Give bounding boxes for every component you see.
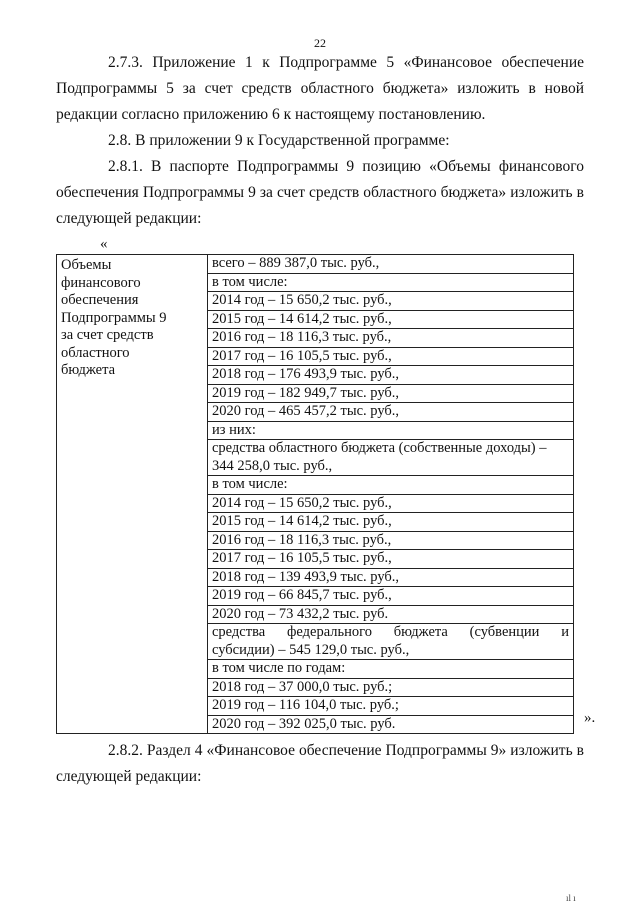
paragraph-2-8-2: 2.8.2. Раздел 4 «Финансовое обеспечение Подпрограммы 9» изложить в следующей редакции: xyxy=(56,742,584,785)
value-line: 2014 год – 15 650,2 тыс. руб., xyxy=(208,292,573,311)
value-line: в том числе: xyxy=(208,476,573,495)
value-line: в том числе по годам: xyxy=(208,660,573,679)
value-line: 2016 год – 18 116,3 тыс. руб., xyxy=(208,329,573,348)
label-line: за счет средств xyxy=(61,327,154,343)
label-line: обеспечения xyxy=(61,292,139,308)
table-value-cell xyxy=(208,255,574,734)
label-line: Объемы xyxy=(61,257,112,273)
value-line: из них: xyxy=(208,422,573,441)
label-line: областного xyxy=(61,344,130,361)
passport-table xyxy=(56,254,574,734)
value-line: 2015 год – 14 614,2 тыс. руб., xyxy=(208,311,573,330)
paragraph-2-7-3: 2.7.3. Приложение 1 к Подпрограмме 5 «Финансовое обеспечение Подпрограммы 5 за счет средств областного бюджета» изложить в новой редакции согласно приложению 6 к настоящему постановлению. xyxy=(56,54,584,123)
value-line: 2018 год – 176 493,9 тыс. руб., xyxy=(208,366,573,385)
value-line: в том числе: xyxy=(208,274,573,293)
footer-mark: ıl ı xyxy=(566,893,576,903)
label-line: финансового xyxy=(61,274,141,291)
closing-quote: ». xyxy=(584,710,596,726)
value-line: средства федерального бюджета (субвенции и xyxy=(212,624,569,640)
value-line: всего – 889 387,0 тыс. руб., xyxy=(208,255,573,274)
value-line: 2016 год – 18 116,3 тыс. руб., xyxy=(208,532,573,551)
value-line: субсидии) – 545 129,0 тыс. руб., xyxy=(208,642,573,661)
value-line: 2015 год – 14 614,2 тыс. руб., xyxy=(208,513,573,532)
label-line: Подпрограммы 9 xyxy=(61,309,167,326)
label-line: бюджета xyxy=(61,362,116,378)
page-number: 22 xyxy=(314,36,326,50)
value-line: 2020 год – 392 025,0 тыс. руб. xyxy=(212,715,396,732)
value-line: 2020 год – 465 457,2 тыс. руб., xyxy=(208,403,573,422)
value-line: средства областного бюджета (собственные доходы) – xyxy=(212,440,547,456)
table-label-cell xyxy=(57,255,208,734)
value-line: 2019 год – 66 845,7 тыс. руб., xyxy=(208,587,573,606)
value-line: 2017 год – 16 105,5 тыс. руб., xyxy=(208,348,573,367)
value-line: 2019 год – 182 949,7 тыс. руб., xyxy=(208,385,573,404)
value-line: 2018 год – 37 000,0 тыс. руб.; xyxy=(208,679,573,698)
value-line: 2020 год – 73 432,2 тыс. руб. xyxy=(208,606,573,625)
paragraph-2-8: 2.8. В приложении 9 к Государственной программе: xyxy=(108,132,450,149)
table-row xyxy=(57,255,574,734)
value-line: 2017 год – 16 105,5 тыс. руб., xyxy=(208,550,573,569)
value-line: 2019 год – 116 104,0 тыс. руб.; xyxy=(208,697,573,716)
opening-quote: « xyxy=(100,236,108,252)
paragraph-2-8-1: 2.8.1. В паспорте Подпрограммы 9 позицию «Объемы финансового обеспечения Подпрограммы 9 за счет средств областного бюджета» изложить в следующей редакции: xyxy=(56,158,584,227)
value-line: 2014 год – 15 650,2 тыс. руб., xyxy=(208,495,573,514)
value-line: 2018 год – 139 493,9 тыс. руб., xyxy=(208,569,573,588)
value-line: 344 258,0 тыс. руб., xyxy=(208,458,573,477)
